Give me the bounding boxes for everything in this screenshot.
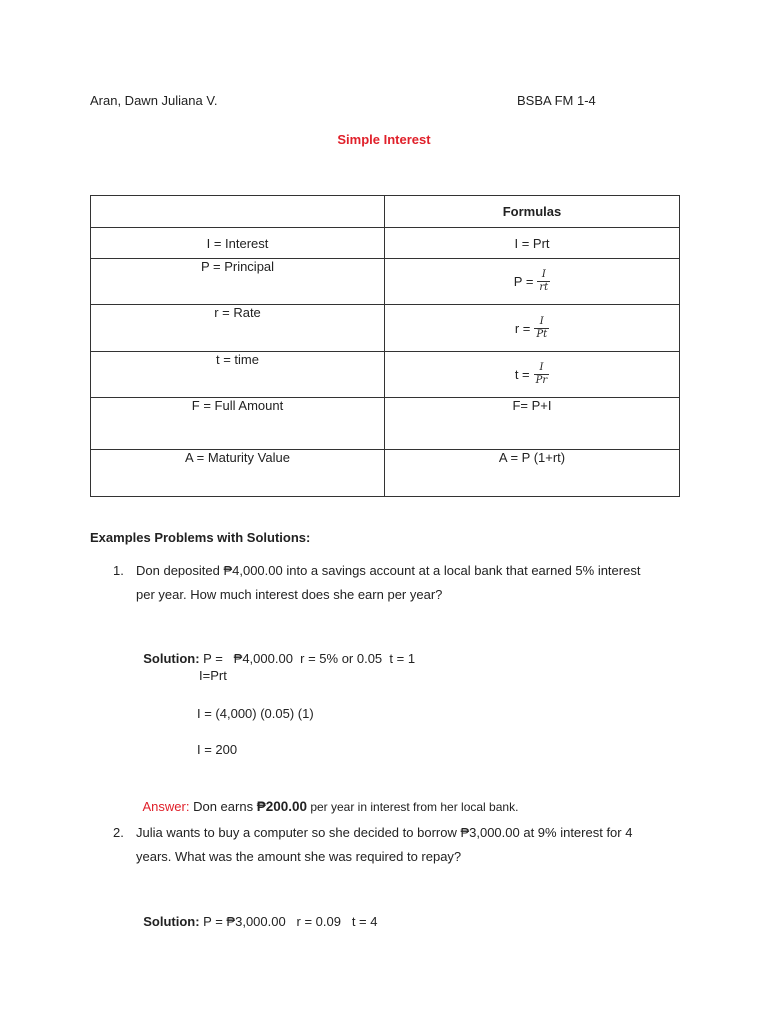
- answer-post: per year in interest from her local bank.: [306, 800, 519, 814]
- row-formula: [385, 305, 680, 352]
- problem-text-line2: years. What was the amount she was required to repay?: [136, 849, 462, 864]
- solution-step: I = (4,000) (0.05) (1): [197, 706, 314, 721]
- formula-lhs: t =: [514, 367, 530, 382]
- fraction: [534, 316, 549, 341]
- row-label: t = time: [91, 352, 385, 398]
- table-row: [91, 228, 680, 259]
- problem-number: 2.: [113, 825, 124, 840]
- table-row: [91, 398, 680, 450]
- row-label: I = Interest: [91, 228, 385, 259]
- table-header-empty: [91, 196, 385, 228]
- solution-step: I=Prt: [199, 668, 227, 683]
- row-formula: I = Prt: [385, 228, 680, 259]
- answer-value: ₱200.00: [256, 799, 307, 814]
- table-row: [91, 450, 680, 497]
- answer-label: Answer:: [142, 799, 190, 814]
- row-label: r = Rate: [91, 305, 385, 352]
- fraction: [537, 269, 550, 294]
- row-formula: [385, 259, 680, 305]
- section-label: BSBA FM 1-4: [517, 93, 596, 108]
- formula-lhs: r =: [514, 320, 531, 336]
- solution-values: P = ₱4,000.00 r = 5% or 0.05 t = 1: [199, 651, 416, 666]
- problem-text-line1: Julia wants to buy a computer so she decided to borrow ₱3,000.00 at 9% interest for 4: [136, 825, 633, 840]
- row-label: F = Full Amount: [91, 398, 385, 450]
- fraction-denominator: Pt: [536, 328, 548, 340]
- solution-line: [136, 892, 377, 932]
- fraction-denominator: Pr: [535, 375, 548, 386]
- answer-line: [136, 777, 518, 817]
- solution-label: Solution:: [143, 651, 200, 666]
- row-label: P = Principal: [91, 259, 385, 305]
- solution-values: P = ₱3,000.00 r = 0.09 t = 4: [199, 914, 378, 929]
- examples-heading: Examples Problems with Solutions:: [90, 530, 311, 545]
- formula-lhs: P =: [513, 274, 534, 289]
- formulas-table: [90, 195, 680, 497]
- table-header-formulas: Formulas: [385, 196, 680, 228]
- student-name: Aran, Dawn Juliana V.: [90, 93, 218, 108]
- fraction-numerator: I: [539, 362, 544, 373]
- answer-pre: Don earns: [189, 799, 257, 814]
- table-row: [91, 352, 680, 398]
- row-formula: F= P+I: [385, 398, 680, 450]
- row-formula: [385, 352, 680, 398]
- table-row: [91, 305, 680, 352]
- problem-number: 1.: [113, 563, 124, 578]
- table-row: [91, 259, 680, 305]
- solution-step: I = 200: [197, 742, 238, 757]
- problem-text-line2: per year. How much interest does she earn per year?: [136, 587, 443, 602]
- row-formula: A = P (1+rt): [385, 450, 680, 497]
- table-header-row: [91, 196, 680, 228]
- fraction: [534, 362, 550, 387]
- problem-text-line1: Don deposited ₱4,000.00 into a savings account at a local bank that earned 5% interest: [136, 563, 641, 578]
- row-label: A = Maturity Value: [91, 450, 385, 497]
- fraction-numerator: I: [539, 315, 544, 327]
- solution-line: [136, 629, 415, 669]
- document-title: Simple Interest: [337, 132, 431, 147]
- fraction-denominator: rt: [539, 282, 549, 293]
- fraction-numerator: I: [541, 269, 546, 280]
- solution-label: Solution:: [143, 914, 200, 929]
